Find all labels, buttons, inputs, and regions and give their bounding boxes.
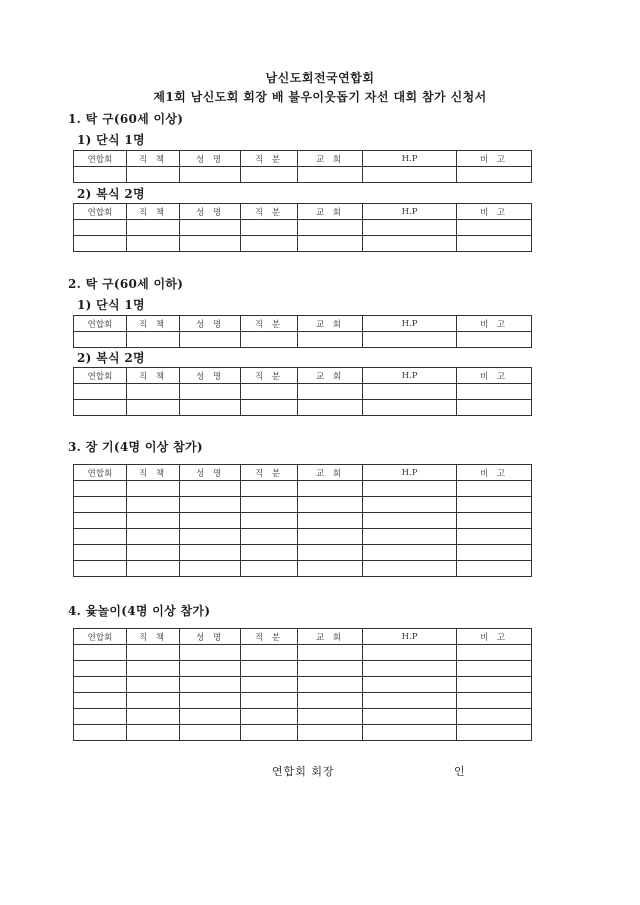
section-4-table: [73, 628, 532, 741]
column-header: 성 명: [180, 204, 241, 220]
column-header: 비 고: [457, 151, 532, 167]
blank-entry-cell[interactable]: [298, 497, 363, 513]
blank-entry-cell[interactable]: [74, 400, 127, 416]
blank-entry-cell[interactable]: [180, 645, 241, 661]
blank-entry-cell[interactable]: [298, 481, 363, 497]
blank-entry-cell[interactable]: [127, 384, 180, 400]
blank-entry-cell[interactable]: [127, 725, 180, 741]
table-header-row: [74, 204, 532, 220]
table-row: [74, 513, 532, 529]
blank-entry-cell[interactable]: [180, 561, 241, 577]
blank-entry-cell[interactable]: [127, 332, 180, 348]
table-row: [74, 645, 532, 661]
blank-entry-cell[interactable]: [127, 677, 180, 693]
blank-entry-cell[interactable]: [180, 725, 241, 741]
blank-entry-cell[interactable]: [298, 645, 363, 661]
blank-entry-cell[interactable]: [363, 497, 457, 513]
blank-entry-cell[interactable]: [241, 497, 298, 513]
blank-entry-cell[interactable]: [457, 677, 532, 693]
blank-entry-cell[interactable]: [298, 236, 363, 252]
section-3-title: 3. 장 기(4명 이상 참가): [68, 440, 203, 454]
section-1-doubles-title: 2) 복식 2명: [77, 187, 145, 201]
blank-entry-cell[interactable]: [457, 693, 532, 709]
blank-entry-cell[interactable]: [127, 709, 180, 725]
column-header: 교 회: [298, 204, 363, 220]
column-header: H.P: [363, 629, 457, 645]
column-header: 비 고: [457, 629, 532, 645]
blank-entry-cell[interactable]: [298, 545, 363, 561]
blank-entry-cell[interactable]: [457, 645, 532, 661]
column-header: 연합회: [74, 204, 127, 220]
blank-entry-cell[interactable]: [74, 497, 127, 513]
blank-entry-cell[interactable]: [74, 661, 127, 677]
blank-entry-cell[interactable]: [363, 167, 457, 183]
section-2-title: 2. 탁 구(60세 이하): [68, 277, 184, 291]
blank-entry-cell[interactable]: [241, 384, 298, 400]
column-header: 비 고: [457, 465, 532, 481]
blank-entry-cell[interactable]: [363, 693, 457, 709]
table-row: [74, 384, 532, 400]
blank-entry-cell[interactable]: [241, 561, 298, 577]
blank-entry-cell[interactable]: [127, 513, 180, 529]
blank-entry-cell[interactable]: [298, 513, 363, 529]
column-header: 비 고: [457, 368, 532, 384]
column-header: 연합회: [74, 151, 127, 167]
table-row: [74, 677, 532, 693]
blank-entry-cell[interactable]: [127, 529, 180, 545]
column-header: 연합회: [74, 465, 127, 481]
blank-entry-cell[interactable]: [74, 693, 127, 709]
table-header-row: [74, 368, 532, 384]
blank-entry-cell[interactable]: [127, 400, 180, 416]
blank-entry-cell[interactable]: [457, 661, 532, 677]
blank-entry-cell[interactable]: [457, 400, 532, 416]
column-header: H.P: [363, 151, 457, 167]
blank-entry-cell[interactable]: [180, 545, 241, 561]
organization-name: 남신도회전국연합회: [265, 71, 375, 85]
blank-entry-cell[interactable]: [241, 236, 298, 252]
section-1-doubles-table: [73, 203, 532, 252]
blank-entry-cell[interactable]: [180, 400, 241, 416]
blank-entry-cell[interactable]: [363, 709, 457, 725]
blank-entry-cell[interactable]: [363, 400, 457, 416]
blank-entry-cell[interactable]: [363, 332, 457, 348]
table-row: [74, 220, 532, 236]
column-header: H.P: [363, 316, 457, 332]
column-header: 교 회: [298, 629, 363, 645]
blank-entry-cell[interactable]: [298, 529, 363, 545]
table-row: [74, 332, 532, 348]
column-header: 연합회: [74, 316, 127, 332]
column-header: 직 책: [127, 204, 180, 220]
column-header: H.P: [363, 368, 457, 384]
table-row: [74, 545, 532, 561]
blank-entry-cell[interactable]: [241, 167, 298, 183]
blank-entry-cell[interactable]: [241, 400, 298, 416]
blank-entry-cell[interactable]: [457, 384, 532, 400]
table-header-row: [74, 151, 532, 167]
blank-entry-cell[interactable]: [457, 529, 532, 545]
form-title: 제1회 남신도회 회장 배 불우이웃돕기 자선 대회 참가 신청서: [153, 90, 487, 104]
blank-entry-cell[interactable]: [363, 513, 457, 529]
blank-entry-cell[interactable]: [180, 384, 241, 400]
blank-entry-cell[interactable]: [298, 384, 363, 400]
blank-entry-cell[interactable]: [298, 677, 363, 693]
column-header: H.P: [363, 465, 457, 481]
blank-entry-cell[interactable]: [127, 693, 180, 709]
column-header: 직 분: [241, 151, 298, 167]
table-row: [74, 236, 532, 252]
table-row: [74, 400, 532, 416]
column-header: 교 회: [298, 316, 363, 332]
column-header: 교 회: [298, 368, 363, 384]
blank-entry-cell[interactable]: [298, 725, 363, 741]
blank-entry-cell[interactable]: [457, 332, 532, 348]
blank-entry-cell[interactable]: [127, 545, 180, 561]
column-header: 직 분: [241, 368, 298, 384]
blank-entry-cell[interactable]: [298, 661, 363, 677]
table-header-row: [74, 316, 532, 332]
blank-entry-cell[interactable]: [241, 709, 298, 725]
blank-entry-cell[interactable]: [241, 513, 298, 529]
blank-entry-cell[interactable]: [180, 709, 241, 725]
blank-entry-cell[interactable]: [241, 545, 298, 561]
blank-entry-cell[interactable]: [127, 481, 180, 497]
blank-entry-cell[interactable]: [127, 645, 180, 661]
blank-entry-cell[interactable]: [363, 725, 457, 741]
blank-entry-cell[interactable]: [74, 529, 127, 545]
column-header: 성 명: [180, 368, 241, 384]
table-row: [74, 497, 532, 513]
blank-entry-cell[interactable]: [363, 545, 457, 561]
blank-entry-cell[interactable]: [74, 384, 127, 400]
blank-entry-cell[interactable]: [180, 497, 241, 513]
blank-entry-cell[interactable]: [241, 220, 298, 236]
seal-mark: 인: [454, 765, 465, 778]
blank-entry-cell[interactable]: [457, 167, 532, 183]
table-row: [74, 661, 532, 677]
blank-entry-cell[interactable]: [74, 332, 127, 348]
column-header: 직 분: [241, 629, 298, 645]
blank-entry-cell[interactable]: [363, 481, 457, 497]
blank-entry-cell[interactable]: [457, 497, 532, 513]
table-row: [74, 693, 532, 709]
section-2-singles-title: 1) 단식 1명: [77, 298, 145, 312]
blank-entry-cell[interactable]: [74, 481, 127, 497]
table-header-row: [74, 629, 532, 645]
blank-entry-cell[interactable]: [298, 167, 363, 183]
blank-entry-cell[interactable]: [74, 645, 127, 661]
column-header: 연합회: [74, 368, 127, 384]
table-row: [74, 529, 532, 545]
column-header: 교 회: [298, 151, 363, 167]
column-header: 직 분: [241, 204, 298, 220]
blank-entry-cell[interactable]: [363, 677, 457, 693]
blank-entry-cell[interactable]: [363, 645, 457, 661]
column-header: 직 분: [241, 316, 298, 332]
column-header: H.P: [363, 204, 457, 220]
blank-entry-cell[interactable]: [298, 332, 363, 348]
column-header: 직 책: [127, 316, 180, 332]
blank-entry-cell[interactable]: [127, 661, 180, 677]
chapter-president-label: 연합회 회장: [272, 765, 335, 778]
blank-entry-cell[interactable]: [180, 529, 241, 545]
blank-entry-cell[interactable]: [241, 677, 298, 693]
blank-entry-cell[interactable]: [74, 561, 127, 577]
blank-entry-cell[interactable]: [127, 236, 180, 252]
blank-entry-cell[interactable]: [127, 167, 180, 183]
table-row: [74, 561, 532, 577]
blank-entry-cell[interactable]: [127, 497, 180, 513]
table-row: [74, 481, 532, 497]
blank-entry-cell[interactable]: [363, 220, 457, 236]
blank-entry-cell[interactable]: [241, 332, 298, 348]
blank-entry-cell[interactable]: [74, 236, 127, 252]
blank-entry-cell[interactable]: [457, 561, 532, 577]
blank-entry-cell[interactable]: [363, 561, 457, 577]
blank-entry-cell[interactable]: [180, 220, 241, 236]
blank-entry-cell[interactable]: [363, 661, 457, 677]
blank-entry-cell[interactable]: [457, 709, 532, 725]
blank-entry-cell[interactable]: [74, 709, 127, 725]
column-header: 교 회: [298, 465, 363, 481]
blank-entry-cell[interactable]: [298, 709, 363, 725]
section-3-table: [73, 464, 532, 577]
blank-entry-cell[interactable]: [74, 725, 127, 741]
column-header: 성 명: [180, 629, 241, 645]
blank-entry-cell[interactable]: [298, 693, 363, 709]
blank-entry-cell[interactable]: [363, 384, 457, 400]
blank-entry-cell[interactable]: [457, 220, 532, 236]
table-row: [74, 725, 532, 741]
section-2-doubles-title: 2) 복식 2명: [77, 351, 145, 365]
blank-entry-cell[interactable]: [74, 220, 127, 236]
blank-entry-cell[interactable]: [74, 677, 127, 693]
column-header: 직 책: [127, 151, 180, 167]
blank-entry-cell[interactable]: [241, 725, 298, 741]
section-1-singles-title: 1) 단식 1명: [77, 133, 145, 147]
blank-entry-cell[interactable]: [180, 677, 241, 693]
blank-entry-cell[interactable]: [180, 236, 241, 252]
blank-entry-cell[interactable]: [363, 236, 457, 252]
blank-entry-cell[interactable]: [241, 693, 298, 709]
blank-entry-cell[interactable]: [241, 661, 298, 677]
blank-entry-cell[interactable]: [180, 693, 241, 709]
blank-entry-cell[interactable]: [457, 236, 532, 252]
blank-entry-cell[interactable]: [127, 561, 180, 577]
blank-entry-cell[interactable]: [298, 220, 363, 236]
column-header: 성 명: [180, 465, 241, 481]
blank-entry-cell[interactable]: [74, 513, 127, 529]
column-header: 직 책: [127, 465, 180, 481]
section-1-title: 1. 탁 구(60세 이상): [68, 112, 184, 126]
column-header: 연합회: [74, 629, 127, 645]
section-4-title: 4. 윷놀이(4명 이상 참가): [68, 604, 211, 618]
column-header: 직 책: [127, 629, 180, 645]
table-row: [74, 709, 532, 725]
blank-entry-cell[interactable]: [180, 513, 241, 529]
blank-entry-cell[interactable]: [457, 481, 532, 497]
blank-entry-cell[interactable]: [180, 167, 241, 183]
section-2-singles-table: [73, 315, 532, 348]
blank-entry-cell[interactable]: [241, 481, 298, 497]
section-2-doubles-table: [73, 367, 532, 416]
blank-entry-cell[interactable]: [74, 545, 127, 561]
section-1-singles-table: [73, 150, 532, 183]
blank-entry-cell[interactable]: [180, 332, 241, 348]
column-header: 성 명: [180, 151, 241, 167]
blank-entry-cell[interactable]: [457, 513, 532, 529]
blank-entry-cell[interactable]: [457, 725, 532, 741]
blank-entry-cell[interactable]: [241, 529, 298, 545]
table-header-row: [74, 465, 532, 481]
column-header: 비 고: [457, 316, 532, 332]
column-header: 직 책: [127, 368, 180, 384]
blank-entry-cell[interactable]: [298, 400, 363, 416]
blank-entry-cell[interactable]: [74, 167, 127, 183]
blank-entry-cell[interactable]: [180, 661, 241, 677]
blank-entry-cell[interactable]: [180, 481, 241, 497]
blank-entry-cell[interactable]: [127, 220, 180, 236]
blank-entry-cell[interactable]: [241, 645, 298, 661]
blank-entry-cell[interactable]: [363, 529, 457, 545]
blank-entry-cell[interactable]: [298, 561, 363, 577]
table-row: [74, 167, 532, 183]
blank-entry-cell[interactable]: [457, 545, 532, 561]
column-header: 성 명: [180, 316, 241, 332]
column-header: 직 분: [241, 465, 298, 481]
column-header: 비 고: [457, 204, 532, 220]
